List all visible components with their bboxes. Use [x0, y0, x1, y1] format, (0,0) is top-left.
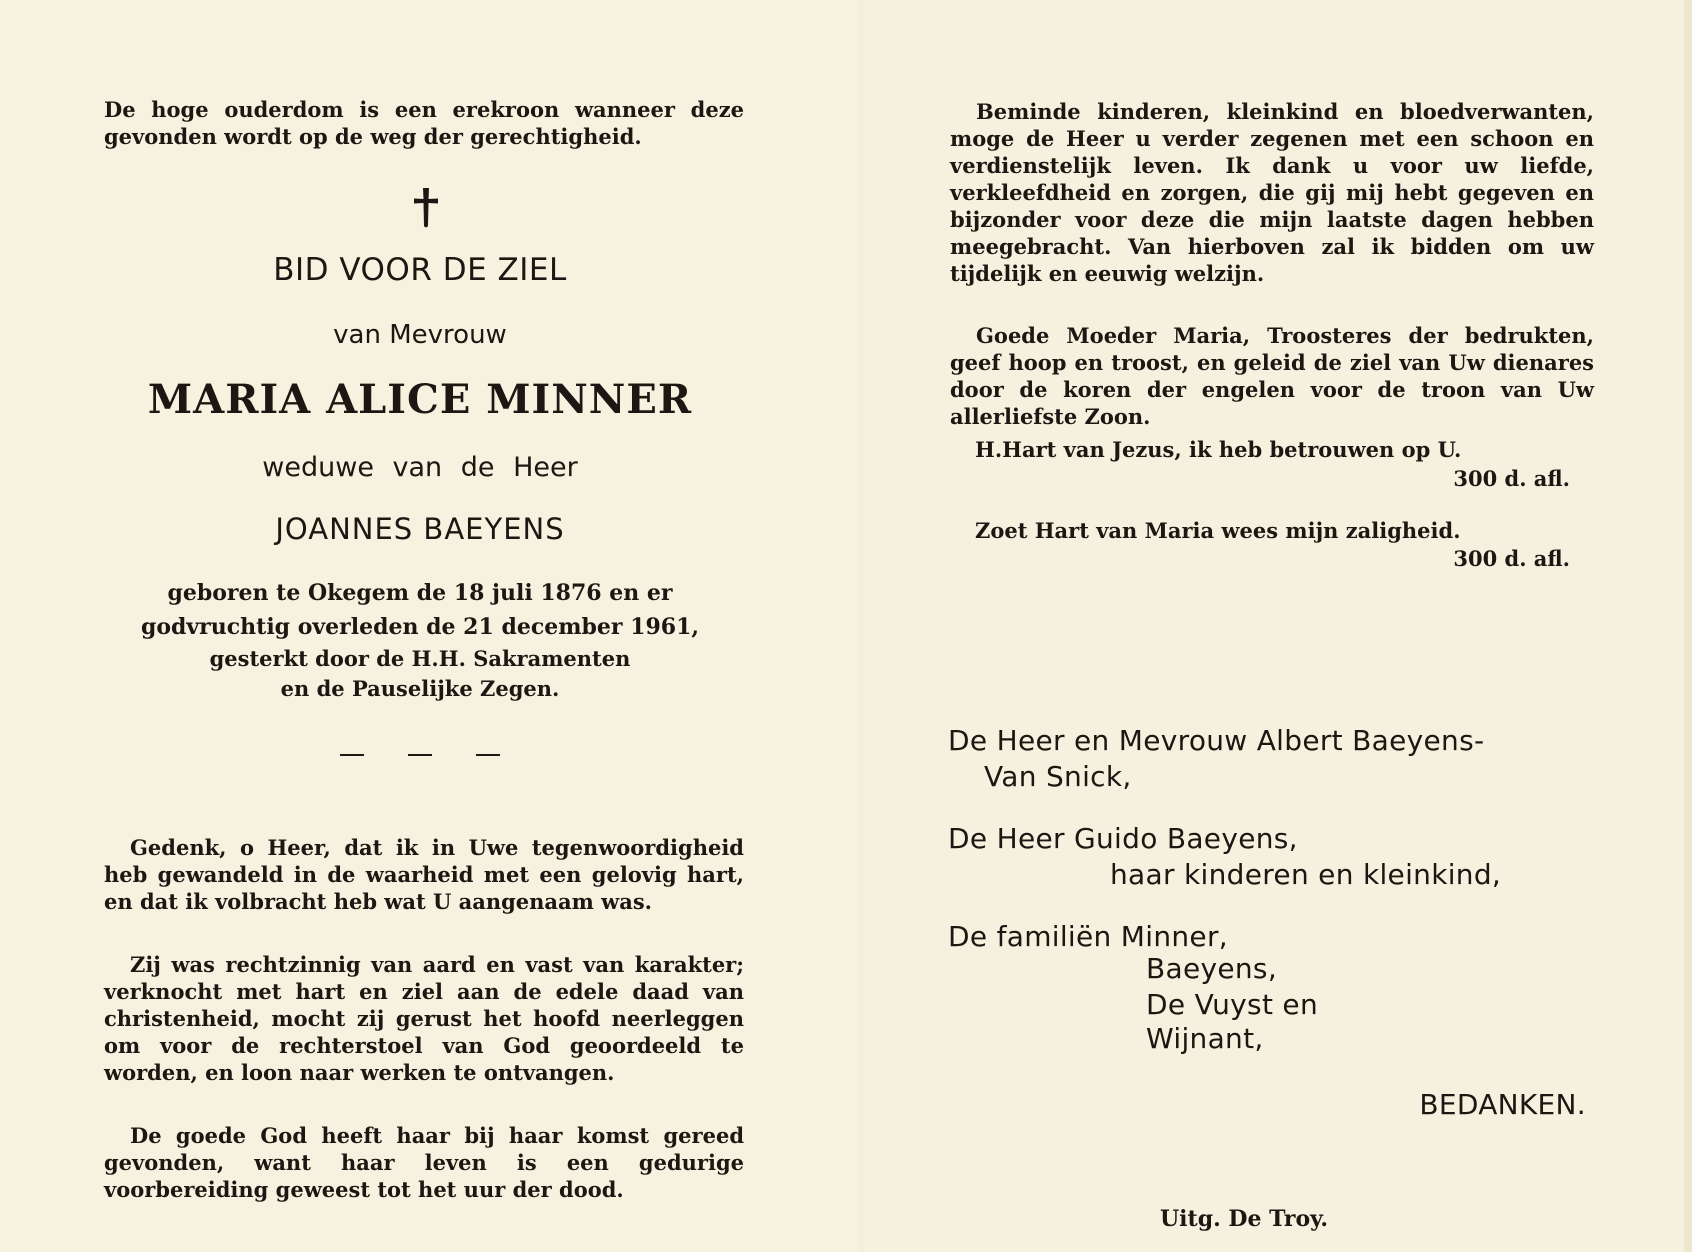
family-line: haar kinderen en kleinkind, — [1110, 858, 1502, 891]
paragraph-beminde: Beminde kinderen, kleinkind en bloedverwanten, moge de Heer u verder zegenen met een schoon en verdienstelijk leven. Ik dank u voor uw liefde, verkleefdheid en zorgen, die gij mij hebt gegeven en bijzonder voor deze die mijn laatste dagen hebben meegebracht. Van hierboven zal ik bidden om uw tijdelijk en eeuwig welzijn. — [950, 99, 1594, 286]
prayer-sacred-heart: H.Hart van Jezus, ik heb betrouwen op U. — [975, 437, 1462, 462]
opening-verse: De hoge ouderdom is een erekroon wanneer deze gevonden wordt op de weg der gerechtigheid. — [104, 97, 744, 149]
prayer-heading: BID VOOR DE ZIEL — [273, 252, 567, 288]
birth-line: geboren te Okegem de 18 juli 1876 en er — [167, 580, 673, 606]
card-fold — [860, 0, 863, 1252]
salutation: van Mevrouw — [333, 320, 507, 350]
paragraph-goede-god: De goede God heeft haar bij haar komst gereed gevonden, want haar leven is een gedurige voorbereiding geweest tot het uur der dood. — [104, 1123, 744, 1202]
death-line: godvruchtig overleden de 21 december 1961, — [140, 614, 700, 640]
family-line: Van Snick, — [984, 760, 1132, 793]
cross-icon — [406, 186, 446, 230]
separator-dashes — [340, 754, 500, 756]
deceased-name: MARIA ALICE MINNER — [147, 376, 693, 423]
blessing-line: en de Pauselijke Zegen. — [280, 676, 560, 701]
prayer-sweet-heart: Zoet Hart van Maria wees mijn zaligheid. — [975, 518, 1461, 543]
paragraph-gedenk: Gedenk, o Heer, dat ik in Uwe tegenwoordigheid heb gewandeld in de waarheid met een gelovig hart, en dat ik volbracht heb wat U aangenaam was. — [104, 835, 744, 914]
closing-thanks: BEDANKEN. — [1419, 1088, 1586, 1121]
dash — [340, 754, 364, 756]
paragraph-moeder-maria: Goede Moeder Maria, Troosteres der bedrukten, geef hoop en troost, en geleid de ziel van Uw dienares door de koren der engelen voor de troon van Uw allerliefste Zoon. — [950, 323, 1594, 429]
family-line: Wijnant, — [1146, 1022, 1264, 1055]
sacraments-line: gesterkt door de H.H. Sakramenten — [209, 646, 631, 671]
family-line: De Heer Guido Baeyens, — [948, 822, 1298, 855]
family-line: De familiën Minner, — [948, 920, 1228, 953]
widow-of-line: weduwe van de Heer — [262, 452, 578, 483]
paragraph-character: Zij was rechtzinnig van aard en vast van karakter; verknocht met hart en ziel aan de edele daad van christenheid, mocht zij gerust het hoofd neerleggen om voor de rechterstoel van God geoordeeld te worden, en loon naar werken te ontvangen. — [104, 952, 744, 1085]
dash — [408, 754, 432, 756]
indulgence-2: 300 d. afl. — [1453, 546, 1570, 571]
family-line: De Heer en Mevrouw Albert Baeyens- — [948, 724, 1485, 757]
family-line: De Vuyst en — [1146, 988, 1318, 1021]
indulgence-1: 300 d. afl. — [1453, 466, 1570, 491]
family-line: Baeyens, — [1146, 952, 1278, 985]
publisher-credit: Uitg. De Troy. — [1160, 1206, 1329, 1232]
life-dates — [110, 576, 730, 704]
dash — [476, 754, 500, 756]
husband-name: JOANNES BAEYENS — [275, 512, 565, 546]
card-edge — [1684, 0, 1692, 1252]
